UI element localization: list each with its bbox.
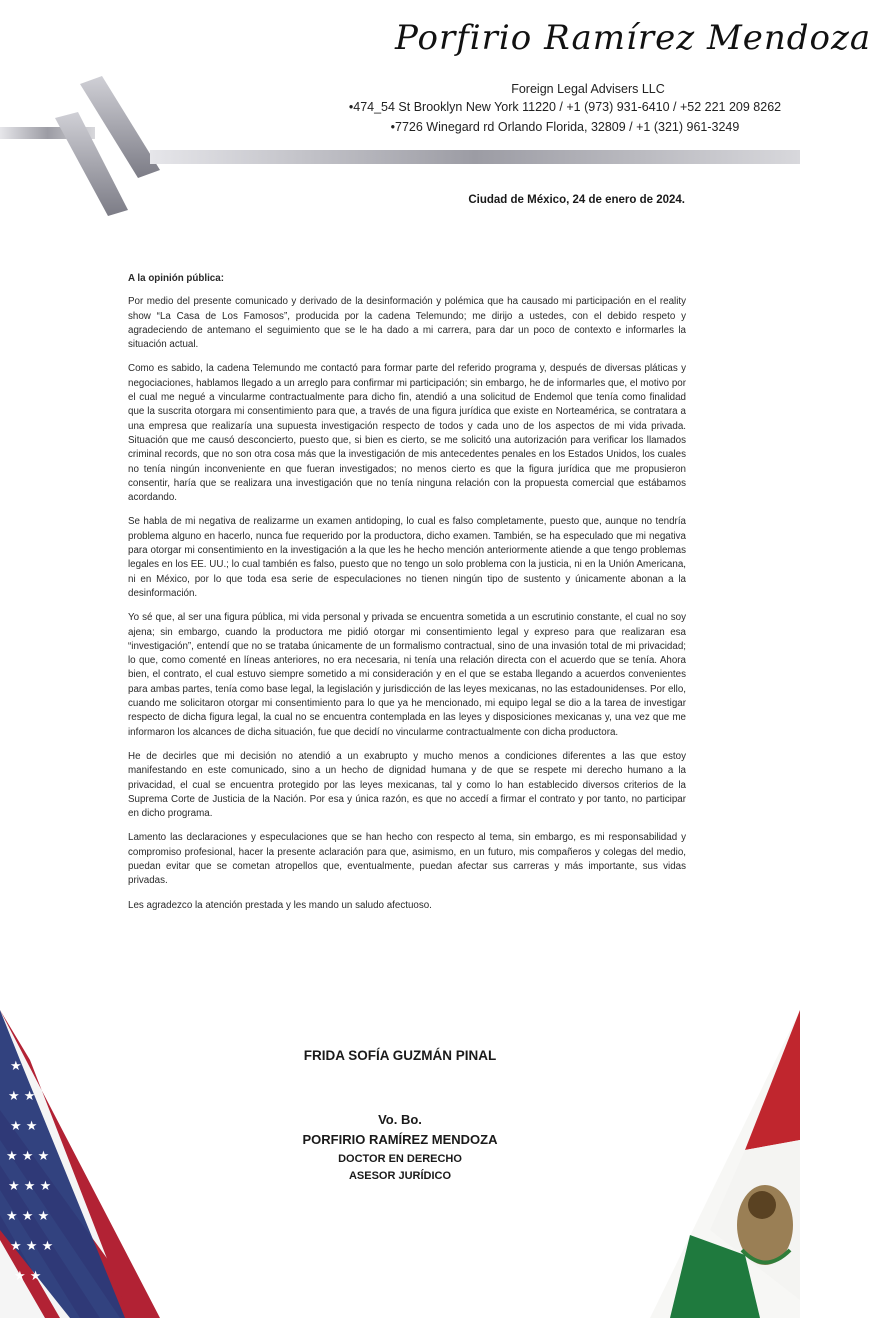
paragraph: Lamento las declaraciones y especulaciones que se han hecho con respecto al tema, sin embargo, es mi responsabilidad y compromiso profesional, hacer la presente aclaración para que, asimismo, en un futuro, mis compañeros y colegas del medio, puedan evitar que se cometan atropellos que, eventualmente, puedan afectar sus carreras y más importante, sus vidas privadas. [128,832,686,887]
paragraph: Como es sabido, la cadena Telemundo me contactó para formar parte del referido programa y, después de diversas pláticas y negociaciones, hablamos llegado a un arreglo para confirmar mi participación; sin embargo, he de informarles que, el motivo por el cual me negué a vincularme contractualmente para dicho fin, atendió a una solicitud de Endemol que tenía como finalidad que la suscrita otorgara mi consentimiento para que, a través de una figura jurídica que existe en Norteamérica, se contratara a una empresa que realizaría una supuesta investigación respecto de todos y cada uno de los aspectos de mi vida privada. Situación que me causó desconcierto, puesto que, si bien es cierto, se me solicitó una autorización para verificar los llamados criminal records, que no son otra cosa más que la investigación de mis antecedentes penales en los Estados Unidos, los cuales no tenía ningún inconveniente en que fueran investigados; no menos cierto es que la figura jurídica que me propusieron consentir, haría que se realizara una investigación que no tenía ninguna relación con la propuesta comercial que estábamos acordando. [128,363,686,504]
letterhead-signature: Porfirio Ramírez Mendoza [395,18,871,58]
svg-text:★: ★ [10,1059,22,1074]
letterhead-address-1: •474_54 St Brooklyn New York 11220 / +1 (973) 931-6410 / +52 221 209 8262 [348,100,782,114]
svg-text:★ ★ ★: ★ ★ ★ [6,1209,50,1224]
svg-text:★ ★ ★: ★ ★ ★ [6,1149,50,1164]
paragraph: He de decirles que mi decisión no atendió a un exabrupto y mucho menos a condiciones diferentes a las que estoy manifestando en este comunicado, sino a un hecho de dignidad humana y de que se respete mi derecho humano a la privacidad, el cual se encuentra protegido por las leyes mexicanas, tal y como lo han establecido diversos criterios de la Suprema Corte de Justicia de la Nación. Por esa y única razón, es que no accedí a firmar el contrato y por tanto, no participar en dicho programa. [128,750,686,820]
header-right-stripe [150,150,800,164]
svg-text:★ ★: ★ ★ [14,1269,42,1284]
svg-text:★ ★: ★ ★ [10,1119,38,1134]
paragraph: Yo sé que, al ser una figura pública, mi vida personal y privada se encuentra sometida a un escrutinio constante, el cual no soy ajena; sin embargo, cuando la productora me pidió otorgar mi consentimiento legal y expreso para que realizaran esa “investigación”, entendí que no se trataba únicamente de un formalismo contractual, sino de una invasión total de mi privacidad; lo que, como comenté en líneas anteriores, no era necesaria, ni tenía una relación directa con el acuerdo que se tenía. Ahora bien, el contrato, el cual estuvo siempre sometido a mi consideración y en el que se estaba llegando a acuerdos convenientes para ambas partes, tenía como base legal, la legislación y jurisdicción de las leyes mexicanas, no las estadounidenses. Por ello, cuando me solicitaron otorgar mi consentimiento para lo que ya he mencionado, mi equipo legal se dio a la tarea de investigar respecto de dicha figura legal, la cual no se encuentra contemplada en las leyes y disposiciones mexicanas y, una vez que me informaron los alcances de dicha situación, fue que decidí no vincularme contractualmente con dicha productora. [128,612,686,738]
letterhead-firm: Foreign Legal Advisers LLC [511,82,665,96]
salutation: A la opinión pública: [128,273,224,284]
letter-body [128,272,686,923]
signatory-name: FRIDA SOFÍA GUZMÁN PINAL [303,1048,497,1063]
us-flag-graphic [0,1000,160,1318]
mexico-flag-graphic [650,1000,800,1318]
paragraph: Por medio del presente comunicado y derivado de la desinformación y polémica que ha causado mi participación en el reality show “La Casa de Los Famosos”, producida por la cadena Telemundo; me dirijo a ustedes, con el debido respeto y agradeciendo de antemano el seguimiento que se le ha dado a mi carrera, para dar un poco de contexto e informarles la situación actual. [128,296,686,351]
paragraph: Se habla de mi negativa de realizarme un examen antidoping, lo cual es falso completamente, puesto que, aunque no tendría problema alguno en hacerlo, nunca fue requerido por la productora, dicho examen. También, se ha especulado que mi negativa para otorgar mi consentimiento en la investigación a la que les he hecho mención anteriormente atiende a que tengo problemas legales en los EE. UU.; lo cual también es falso, puesto que no tengo un solo problema con la justicia, ni en la Unión Americana, ni en México, por lo que toda esa serie de especulaciones no tienen ningún tipo de sustento y únicamente abonan a la desinformación. [128,516,686,599]
paragraph: Les agradezco la atención prestada y les mando un saludo afectuoso. [128,899,432,911]
vobo-label: Vo. Bo. [378,1112,422,1127]
svg-text:★ ★ ★: ★ ★ ★ [10,1239,54,1254]
letterhead-address-2: •7726 Winegard rd Orlando Florida, 32809 / +1 (321) 961-3249 [390,120,740,134]
svg-text:★ ★: ★ ★ [8,1089,36,1104]
approver-name: PORFIRIO RAMÍREZ MENDOZA [302,1132,498,1147]
approver-role: ASESOR JURÍDICO [348,1170,452,1182]
approver-title: DOCTOR EN DERECHO [338,1153,462,1165]
date-line: Ciudad de México, 24 de enero de 2024. [468,194,685,206]
svg-text:★ ★ ★: ★ ★ ★ [8,1179,52,1194]
